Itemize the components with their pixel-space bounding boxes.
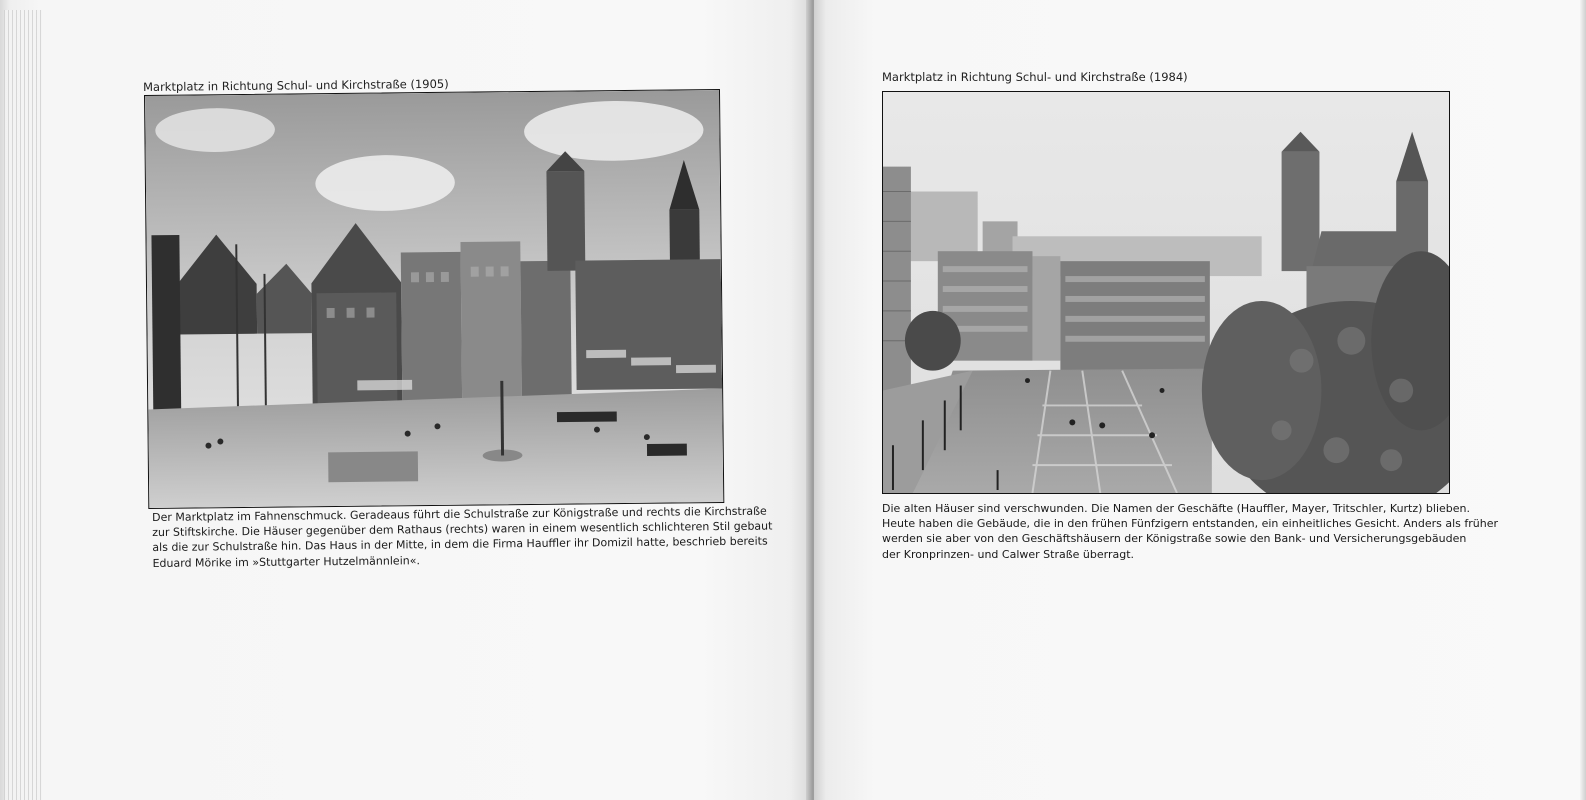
left-photo-title: Marktplatz in Richtung Schul- und Kirchstraße (1905) (143, 76, 449, 94)
photo-marktplatz-1984 (882, 91, 1450, 494)
page-edge (1580, 0, 1586, 800)
left-photo-caption (152, 504, 773, 571)
right-photo-title: Marktplatz in Richtung Schul- und Kirchstraße (1984) (882, 70, 1188, 84)
photo-marktplatz-1905 (144, 89, 724, 509)
right-photo-caption (882, 501, 1498, 562)
caption-line: Der Marktplatz im Fahnenschmuck. Geradeaus führt die Schulstraße zur Königstraße und rechts die Kirchstraße (152, 504, 767, 524)
page-edges (4, 10, 42, 800)
caption-line: Heute haben die Gebäude, die in den frühen Fünfzigern entstanden, ein einheitliches Gesicht. Anders als früher (882, 517, 1498, 531)
caption-line: der Kronprinzen- und Calwer Straße überragt. (882, 547, 1135, 561)
caption-line: Die alten Häuser sind verschwunden. Die Namen der Geschäfte (Hauffler, Mayer, Tritschler, Kurtz) blieben. (882, 502, 1471, 515)
caption-line: werden sie aber von den Geschäftshäusern der Königstraße sowie den Bank- und Versicherungsgebäuden (882, 532, 1467, 546)
right-page (814, 0, 1586, 800)
caption-line: Eduard Mörike im »Stuttgarter Hutzelmännlein«. (152, 553, 420, 570)
caption-line: als die zur Schulstraße hin. Das Haus in der Mitte, in dem die Firma Hauffler ihr Domizil hatte, beschrieb bereits (152, 534, 768, 555)
caption-line: zur Stiftskirche. Die Häuser gegenüber dem Rathaus (rechts) waren in einem wesentlich schlichteren Stil gebaut (152, 519, 773, 540)
